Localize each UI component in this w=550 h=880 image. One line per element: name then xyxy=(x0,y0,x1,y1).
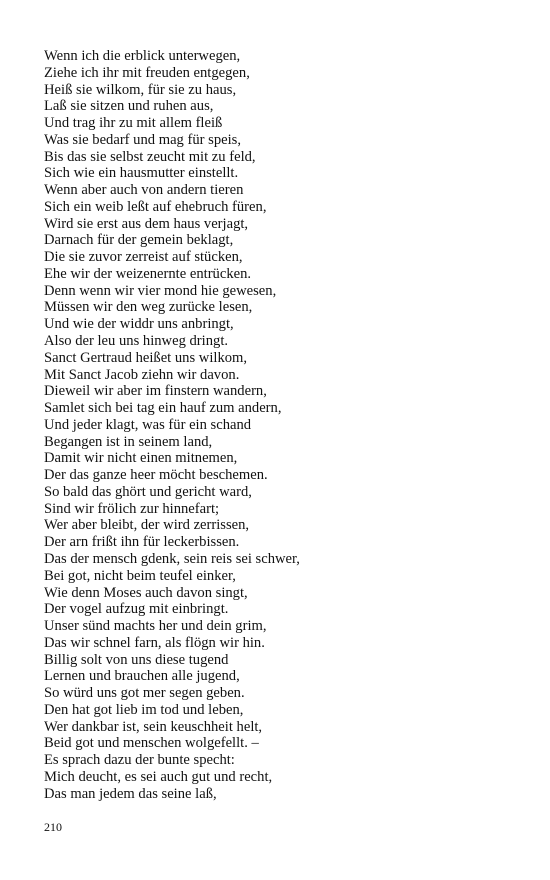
poem-line: Wird sie erst aus dem haus verjagt, xyxy=(44,215,249,232)
poem-line: So würd uns got mer segen geben. xyxy=(44,685,245,702)
poem-line: Der arn frißt ihn für leckerbissen. xyxy=(44,534,240,551)
poem-line: Samlet sich bei tag ein hauf zum andern, xyxy=(44,400,282,417)
poem-line: Wie denn Moses auch davon singt, xyxy=(44,584,248,601)
poem-line: Und wie der widdr uns anbringt, xyxy=(44,316,234,333)
poem-line: Der vogel aufzug mit einbringt. xyxy=(44,601,229,618)
poem-line: Wenn ich die erblick unterwegen, xyxy=(44,48,241,64)
poem-line: Ehe wir der weizenernte entrücken. xyxy=(44,265,252,282)
poem-line: Denn wenn wir vier mond hie gewesen, xyxy=(44,282,277,299)
poem-line: Beid got und menschen wolgefellt. – xyxy=(44,735,259,752)
poem-line: Bei got, nicht beim teufel einker, xyxy=(44,567,236,584)
poem-line: Mit Sanct Jacob ziehn wir davon. xyxy=(44,366,240,383)
poem-line: Billig solt von uns diese tugend xyxy=(44,651,229,668)
poem-line: Unser sünd machts her und dein grim, xyxy=(44,618,267,635)
poem-line: Müssen wir den weg zurücke lesen, xyxy=(44,299,253,316)
poem-line: Wer aber bleibt, der wird zerrissen, xyxy=(44,517,250,534)
poem-line: Bis das sie selbst zeucht mit zu feld, xyxy=(44,148,256,165)
poem-line: Und jeder klagt, was für ein schand xyxy=(44,416,252,433)
poem-line: Also der leu uns hinweg dringt. xyxy=(44,333,229,350)
poem-line: Mich deucht, es sei auch gut und recht, xyxy=(44,768,273,785)
poem-line: Wer dankbar ist, sein keuschheit helt, xyxy=(44,718,263,735)
page-number: 210 xyxy=(44,820,62,834)
poem-line: Das der mensch gdenk, sein reis sei schwer, xyxy=(44,550,300,567)
poem-line: Sich ein weib leßt auf ehebruch füren, xyxy=(44,198,267,215)
poem-line: Und trag ihr zu mit allem fleiß xyxy=(44,115,223,132)
poem-line: Der das ganze heer möcht beschemen. xyxy=(44,467,268,484)
poem-line: Das wir schnel farn, als flögn wir hin. xyxy=(44,634,265,651)
poem-line: Begangen ist in seinem land, xyxy=(44,433,213,450)
poem-line: Dieweil wir aber im finstern wandern, xyxy=(44,383,267,400)
poem-line: Sich wie ein hausmutter einstellt. xyxy=(44,165,239,182)
poem-line: Lernen und brauchen alle jugend, xyxy=(44,668,240,685)
poem-line: Wenn aber auch von andern tieren xyxy=(44,182,244,199)
poem-line: Es sprach dazu der bunte specht: xyxy=(44,752,235,769)
poem-line: So bald das ghört und gericht ward, xyxy=(44,483,252,500)
poem-line: Den hat got lieb im tod und leben, xyxy=(44,701,244,718)
poem-line: Darnach für der gemein beklagt, xyxy=(44,232,234,249)
poem-line: Das man jedem das seine laß, xyxy=(44,785,217,802)
poem-line: Was sie bedarf und mag für speis, xyxy=(44,131,242,148)
poem-line: Ziehe ich ihr mit freuden entgegen, xyxy=(44,64,250,81)
poem-line: Laß sie sitzen und ruhen aus, xyxy=(44,98,214,115)
poem-line: Heiß sie wilkom, für sie zu haus, xyxy=(44,81,237,98)
poem-line: Sanct Gertraud heißet uns wilkom, xyxy=(44,349,248,366)
poem-line: Damit wir nicht einen mitnemen, xyxy=(44,450,238,467)
poem-text xyxy=(44,48,524,802)
poem-line: Die sie zuvor zerreist auf stücken, xyxy=(44,249,243,266)
poem-line: Sind wir frölich zur hinnefart; xyxy=(44,500,220,517)
